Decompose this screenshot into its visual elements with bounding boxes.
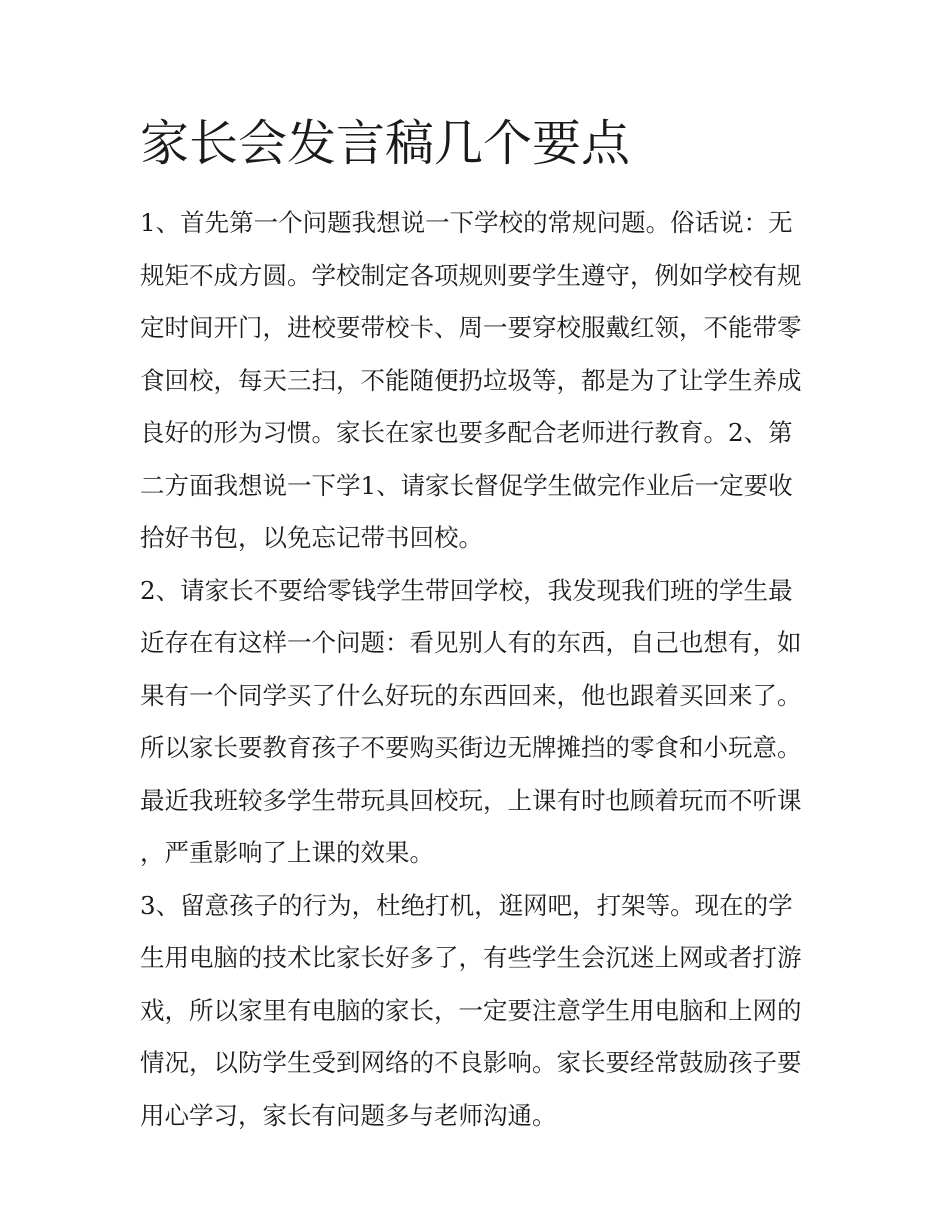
paragraph-1: 1、首先第一个问题我想说一下学校的常规问题。俗话说：无规矩不成方圆。学校制定各项规则要学生遵守，例如学校有规定时间开门，进校要带校卡、周一要穿校服戴红领，不能带零食回校，每天三扫，不能随便扔垃圾等，都是为了让学生养成良好的形为习惯。家长在家也要多配合老师进行教育。2、第二方面我想说一下学1、请家长督促学生做完作业后一定要收拾好书包，以免忘记带书回校。 bbox=[140, 208, 802, 552]
document-body bbox=[140, 197, 816, 1142]
paragraph-3: 3、留意孩子的行为，杜绝打机，逛网吧，打架等。现在的学生用电脑的技术比家长好多了，有些学生会沉迷上网或者打游戏，所以家里有电脑的家长，一定要注意学生用电脑和上网的情况，以防学生受到网络的不良影响。家长要经常鼓励孩子要用心学习，家长有问题多与老师沟通。 bbox=[140, 890, 802, 1130]
paragraph-2: 2、请家长不要给零钱学生带回学校，我发现我们班的学生最近存在有这样一个问题：看见别人有的东西，自己也想有，如果有一个同学买了什么好玩的东西回来，他也跟着买回来了。所以家长要教育孩子不要购买街边无牌摊挡的零食和小玩意。最近我班较多学生带玩具回校玩，上课有时也顾着玩而不听课，严重影响了上课的效果。 bbox=[140, 575, 802, 867]
document-title: 家长会发言稿几个要点 bbox=[140, 115, 631, 172]
